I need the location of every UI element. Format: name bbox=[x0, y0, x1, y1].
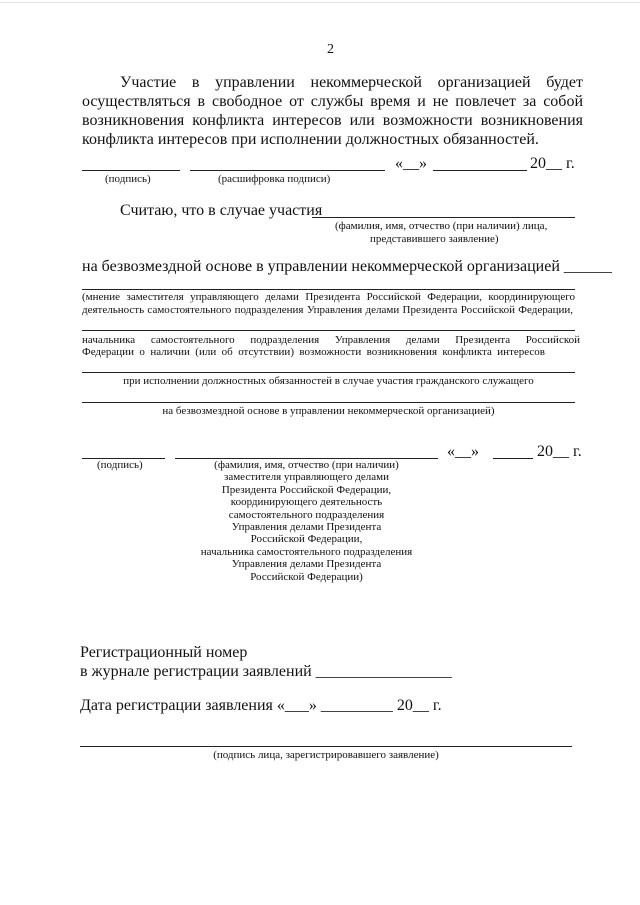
page-number: 2 bbox=[327, 42, 334, 57]
statement-line: конфликта интересов при исполнении должностных обязанностей. bbox=[82, 131, 539, 148]
official-date-year: 20__ г. bbox=[537, 443, 582, 460]
official-name-caption-line: Российской Федерации) bbox=[250, 570, 363, 583]
opinion-person-caption: представившего заявление) bbox=[370, 233, 499, 245]
official-name-caption-line: (фамилия, имя, отчество (при наличии) bbox=[214, 459, 399, 471]
applicant-name-line bbox=[190, 170, 385, 171]
opinion-person-line bbox=[312, 217, 575, 218]
opinion-lead-text: Считаю, что в случае участия bbox=[120, 202, 323, 219]
opinion-caption-line: (мнение заместителя управляющего делами Президента Российской Федерации, координирующего bbox=[82, 291, 575, 303]
scan-edge bbox=[0, 2, 640, 3]
official-name-caption-line: Управления делами Президента bbox=[231, 521, 382, 534]
official-name-caption-line: начальника самостоятельного подразделения bbox=[200, 545, 413, 558]
applicant-date-day: «__» bbox=[395, 155, 427, 172]
official-name-caption-line: Управления делами Президента bbox=[231, 558, 382, 571]
official-name-caption-line: самостоятельного подразделения bbox=[228, 508, 385, 521]
opinion-rule bbox=[82, 330, 575, 331]
applicant-signature-caption: (подпись) bbox=[105, 173, 151, 185]
official-name-caption-line: Российской Федерации, bbox=[250, 533, 363, 546]
registration-journal-label: в журнале регистрации заявлений _________________ bbox=[80, 663, 452, 680]
official-name-caption-line: заместителя управляющего делами bbox=[223, 471, 390, 484]
opinion-rule bbox=[82, 289, 575, 290]
official-signature-caption: (подпись) bbox=[97, 459, 143, 471]
opinion-caption-line: при исполнении должностных обязанностей в случае участия гражданского служащего bbox=[123, 375, 534, 387]
applicant-name-caption: (расшифровка подписи) bbox=[218, 173, 331, 185]
registrar-signature-line bbox=[80, 746, 572, 747]
opinion-caption-line: Федерации о наличии (или об отсутствии) возможности возникновения конфликта интересов bbox=[82, 346, 545, 358]
applicant-signature-line bbox=[82, 170, 180, 171]
statement-line: осуществляться в свободное от службы время и не повлечет за собой bbox=[82, 93, 583, 110]
registration-number-label: Регистрационный номер bbox=[80, 644, 248, 661]
opinion-caption-line: на безвозмездной основе в управлении некоммерческой организацией) bbox=[162, 405, 495, 417]
official-date-month-line bbox=[493, 458, 533, 459]
registrar-signature-caption: (подпись лица, зарегистрировавшего заявление) bbox=[213, 749, 439, 761]
official-name-caption bbox=[175, 459, 438, 583]
registration-date-label: Дата регистрации заявления «___» _________ 20__ г. bbox=[80, 697, 442, 714]
opinion-continuation: на безвозмездной основе в управлении некоммерческой организацией ______ bbox=[82, 258, 612, 275]
official-name-caption-line: Президента Российской Федерации, bbox=[221, 483, 392, 496]
applicant-date-year: 20__ г. bbox=[530, 155, 575, 172]
statement-line: возникновения конфликта интересов или возможности возникновения bbox=[82, 112, 583, 129]
opinion-person-caption: (фамилия, имя, отчество (при наличии) лица, bbox=[335, 220, 548, 232]
official-name-caption-line: координирующего деятельность bbox=[230, 496, 383, 509]
applicant-date-month-line bbox=[433, 170, 527, 171]
opinion-rule bbox=[82, 402, 575, 403]
opinion-rule bbox=[82, 372, 575, 373]
opinion-caption-line: деятельность самостоятельного подразделения Управления делами Президента Российской Федерации, bbox=[82, 304, 573, 316]
official-date-day: «__» bbox=[447, 443, 479, 460]
statement-line: Участие в управлении некоммерческой организацией будет bbox=[120, 74, 583, 91]
opinion-caption-line: начальника самостоятельного подразделения Управления делами Президента Российской bbox=[82, 334, 580, 346]
